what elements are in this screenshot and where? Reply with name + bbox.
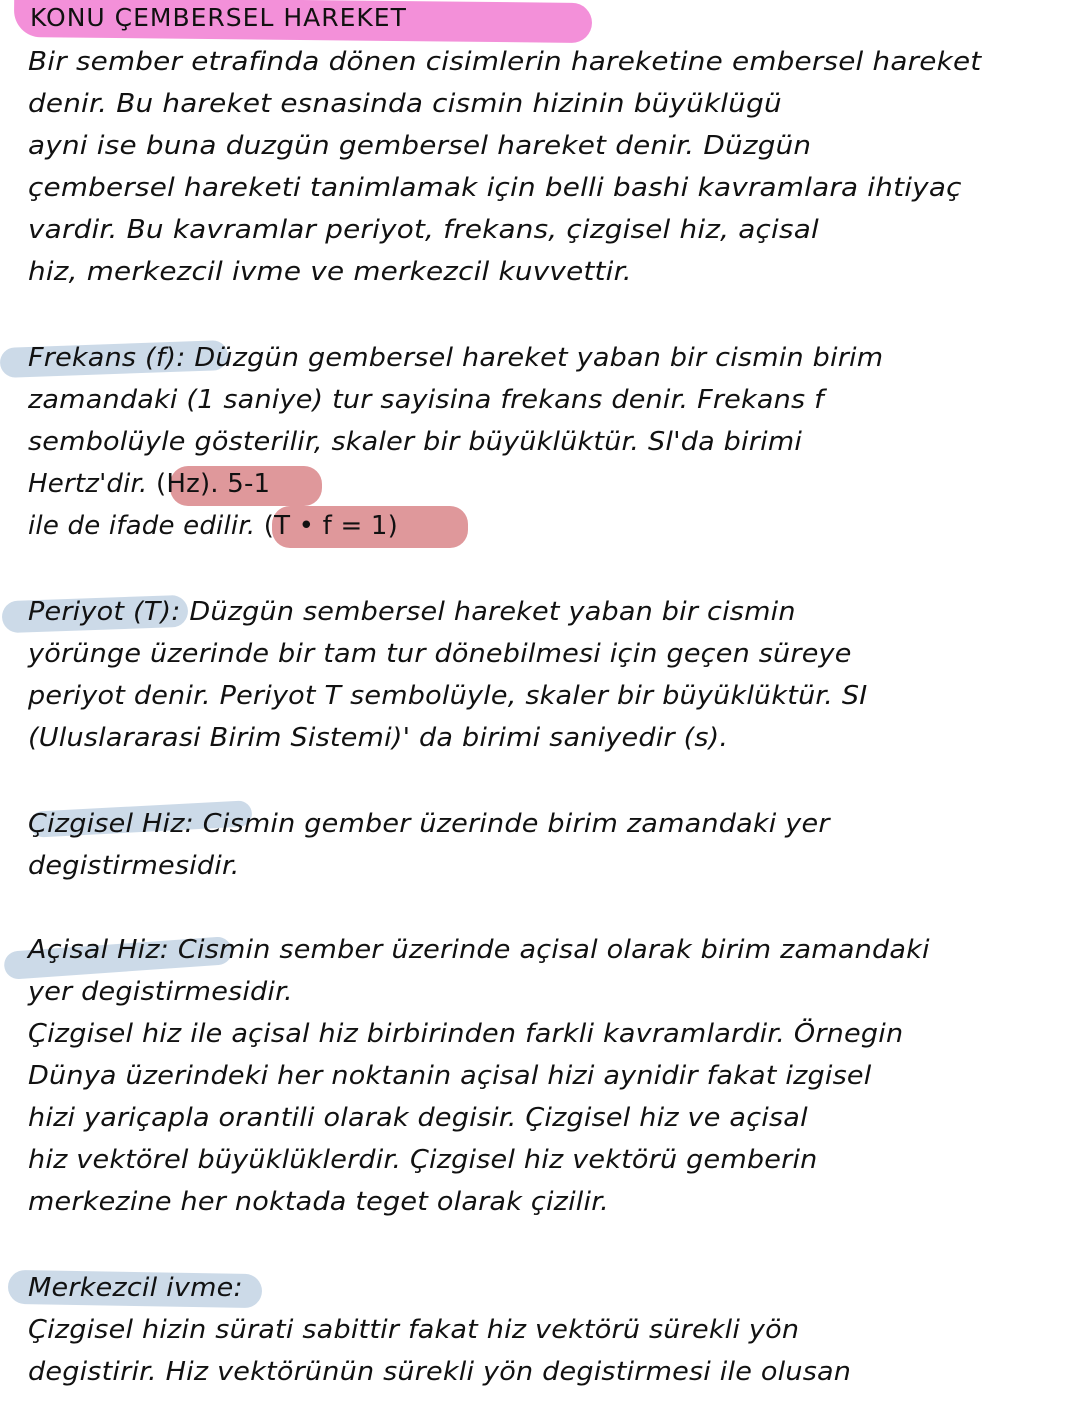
acisal-heading: Açisal Hiz: [28, 935, 170, 965]
frekans-text: Düzgün gembersel hareket yaban bir cismin birim [185, 343, 884, 373]
frekans-line [28, 466, 270, 502]
intro-line: hiz, merkezcil ivme ve merkezcil kuvvettir. [28, 257, 632, 287]
acisal-line: merkezine her noktada teget olarak çizilir. [28, 1187, 609, 1217]
periyot-line [28, 594, 796, 630]
frekans-line: sembolüyle gösterilir, skaler bir büyüklüktür. Sl'da birimi [28, 427, 803, 457]
merkezcil-line: degistirir. Hiz vektörünün sürekli yön degistirmesi ile olusan [28, 1357, 852, 1387]
formula-text: (T • f = 1) [263, 511, 398, 541]
frekans-heading: Frekans (f): [28, 343, 186, 373]
acisal-line: hiz vektörel büyüklüklerdir. Çizgisel hiz vektörü gemberin [28, 1145, 818, 1175]
intro-line: ayni ise buna duzgün gembersel hareket denir. Düzgün [28, 131, 812, 161]
periyot-heading: Periyot (T): [28, 597, 181, 627]
periyot-line: periyot denir. Periyot T sembolüyle, skaler bir büyüklüktür. SI [28, 681, 868, 711]
frekans-text: Hertz'dir. [28, 469, 156, 499]
acisal-text: Cismin sember üzerinde açisal olarak birim zamandaki [169, 935, 930, 965]
frekans-line [28, 340, 883, 376]
cizgisel-heading: Çizgisel Hiz: [28, 809, 194, 839]
periyot-line: (Uluslararasi Birim Sistemi)' da birimi saniyedir (s). [28, 723, 729, 753]
cizgisel-text: Cismin gember üzerinde birim zamandaki yer [193, 809, 830, 839]
merkezcil-line: Çizgisel hizin sürati sabittir fakat hiz vektörü sürekli yön [28, 1315, 800, 1345]
cizgisel-line [28, 806, 830, 842]
frekans-line [28, 508, 398, 544]
frekans-text: ile de ifade edilir. [28, 511, 264, 541]
cizgisel-line: degistirmesidir. [28, 851, 240, 881]
periyot-text: Düzgün sembersel hareket yaban bir cismin [180, 597, 796, 627]
intro-line: çembersel hareketi tanimlamak için belli bashi kavramlara ihtiyaç [28, 173, 962, 203]
acisal-line: Dünya üzerindeki her noktanin açisal hizi aynidir fakat izgisel [28, 1061, 872, 1091]
merkezcil-heading: Merkezcil ivme: [28, 1273, 243, 1303]
unit-text: (Hz). 5-1 [156, 469, 271, 499]
acisal-line: Çizgisel hiz ile açisal hiz birbirinden farkli kavramlardir. Örnegin [28, 1019, 904, 1049]
acisal-line: hizi yariçapla orantili olarak degisir. Çizgisel hiz ve açisal [28, 1103, 808, 1133]
intro-line: Bir sember etrafinda dönen cisimlerin hareketine embersel hareket [28, 47, 982, 77]
acisal-line: yer degistirmesidir. [28, 977, 293, 1007]
intro-line: denir. Bu hareket esnasinda cismin hizinin büyüklügü [28, 89, 782, 119]
merkezcil-line [28, 1270, 243, 1306]
frekans-line: zamandaki (1 saniye) tur sayisina frekans denir. Frekans f [28, 385, 824, 415]
acisal-line [28, 932, 930, 968]
intro-line: vardir. Bu kavramlar periyot, frekans, çizgisel hiz, açisal [28, 215, 819, 245]
periyot-line: yörünge üzerinde bir tam tur dönebilmesi için geçen süreye [28, 639, 852, 669]
page-title: KONU ÇEMBERSEL HAREKET [30, 3, 407, 32]
